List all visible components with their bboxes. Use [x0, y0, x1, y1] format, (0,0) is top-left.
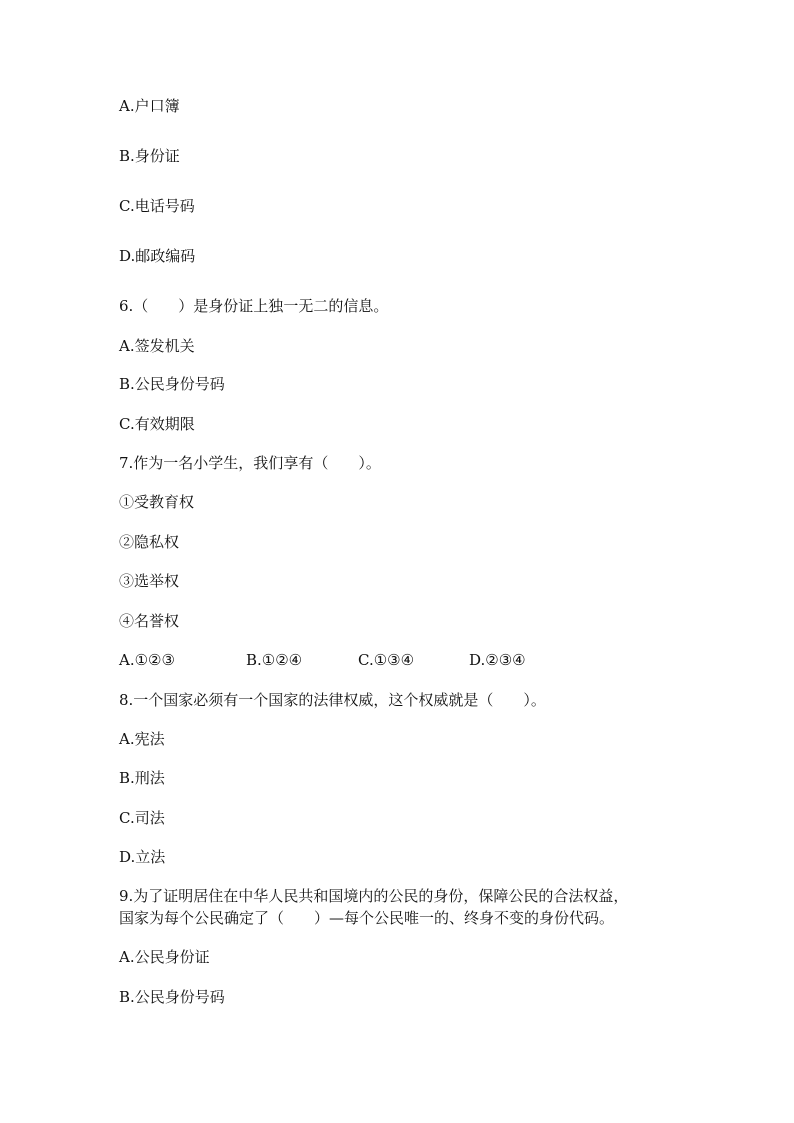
q7-item-4: ④名誉权 — [119, 612, 180, 630]
q8-option-a: A.宪法 — [119, 730, 165, 748]
q8-option-c: C.司法 — [119, 809, 165, 827]
q7-options-row — [119, 650, 526, 670]
q7-item-2: ②隐私权 — [119, 533, 180, 551]
q7-option-a: A.①②③ — [119, 651, 175, 669]
q9-stem-line-2: 国家为每个公民确定了（ ）—每个公民唯一的、终身不变的身份代码。 — [119, 909, 615, 927]
q6-option-b: B.公民身份号码 — [119, 375, 225, 393]
q9-option-b: B.公民身份号码 — [119, 988, 225, 1006]
q7-stem: 7.作为一名小学生，我们享有（ ）。 — [119, 454, 381, 472]
q7-item-3: ③选举权 — [119, 572, 180, 590]
q7-option-c: C.①③④ — [358, 651, 415, 669]
prev-option-c: C.电话号码 — [119, 197, 195, 215]
q6-option-a: A.签发机关 — [119, 337, 195, 355]
prev-option-d: D.邮政编码 — [119, 247, 196, 265]
q7-item-1: ①受教育权 — [119, 493, 195, 511]
q8-stem: 8.一个国家必须有一个国家的法律权威，这个权威就是（ ）。 — [119, 691, 546, 709]
q6-stem: 6.（ ）是身份证上独一无二的信息。 — [119, 297, 389, 315]
q9-option-a: A.公民身份证 — [119, 948, 210, 966]
prev-option-a: A.户口簿 — [119, 97, 180, 115]
q6-option-c: C.有效期限 — [119, 415, 195, 433]
q8-option-b: B.刑法 — [119, 769, 165, 787]
q8-option-d: D.立法 — [119, 848, 166, 866]
q7-option-b: B.①②④ — [246, 651, 303, 669]
prev-option-b: B.身份证 — [119, 147, 180, 165]
q7-option-d: D.②③④ — [469, 651, 526, 669]
q9-stem-line-1: 9.为了证明居住在中华人民共和国境内的公民的身份，保障公民的合法权益， — [119, 887, 629, 905]
